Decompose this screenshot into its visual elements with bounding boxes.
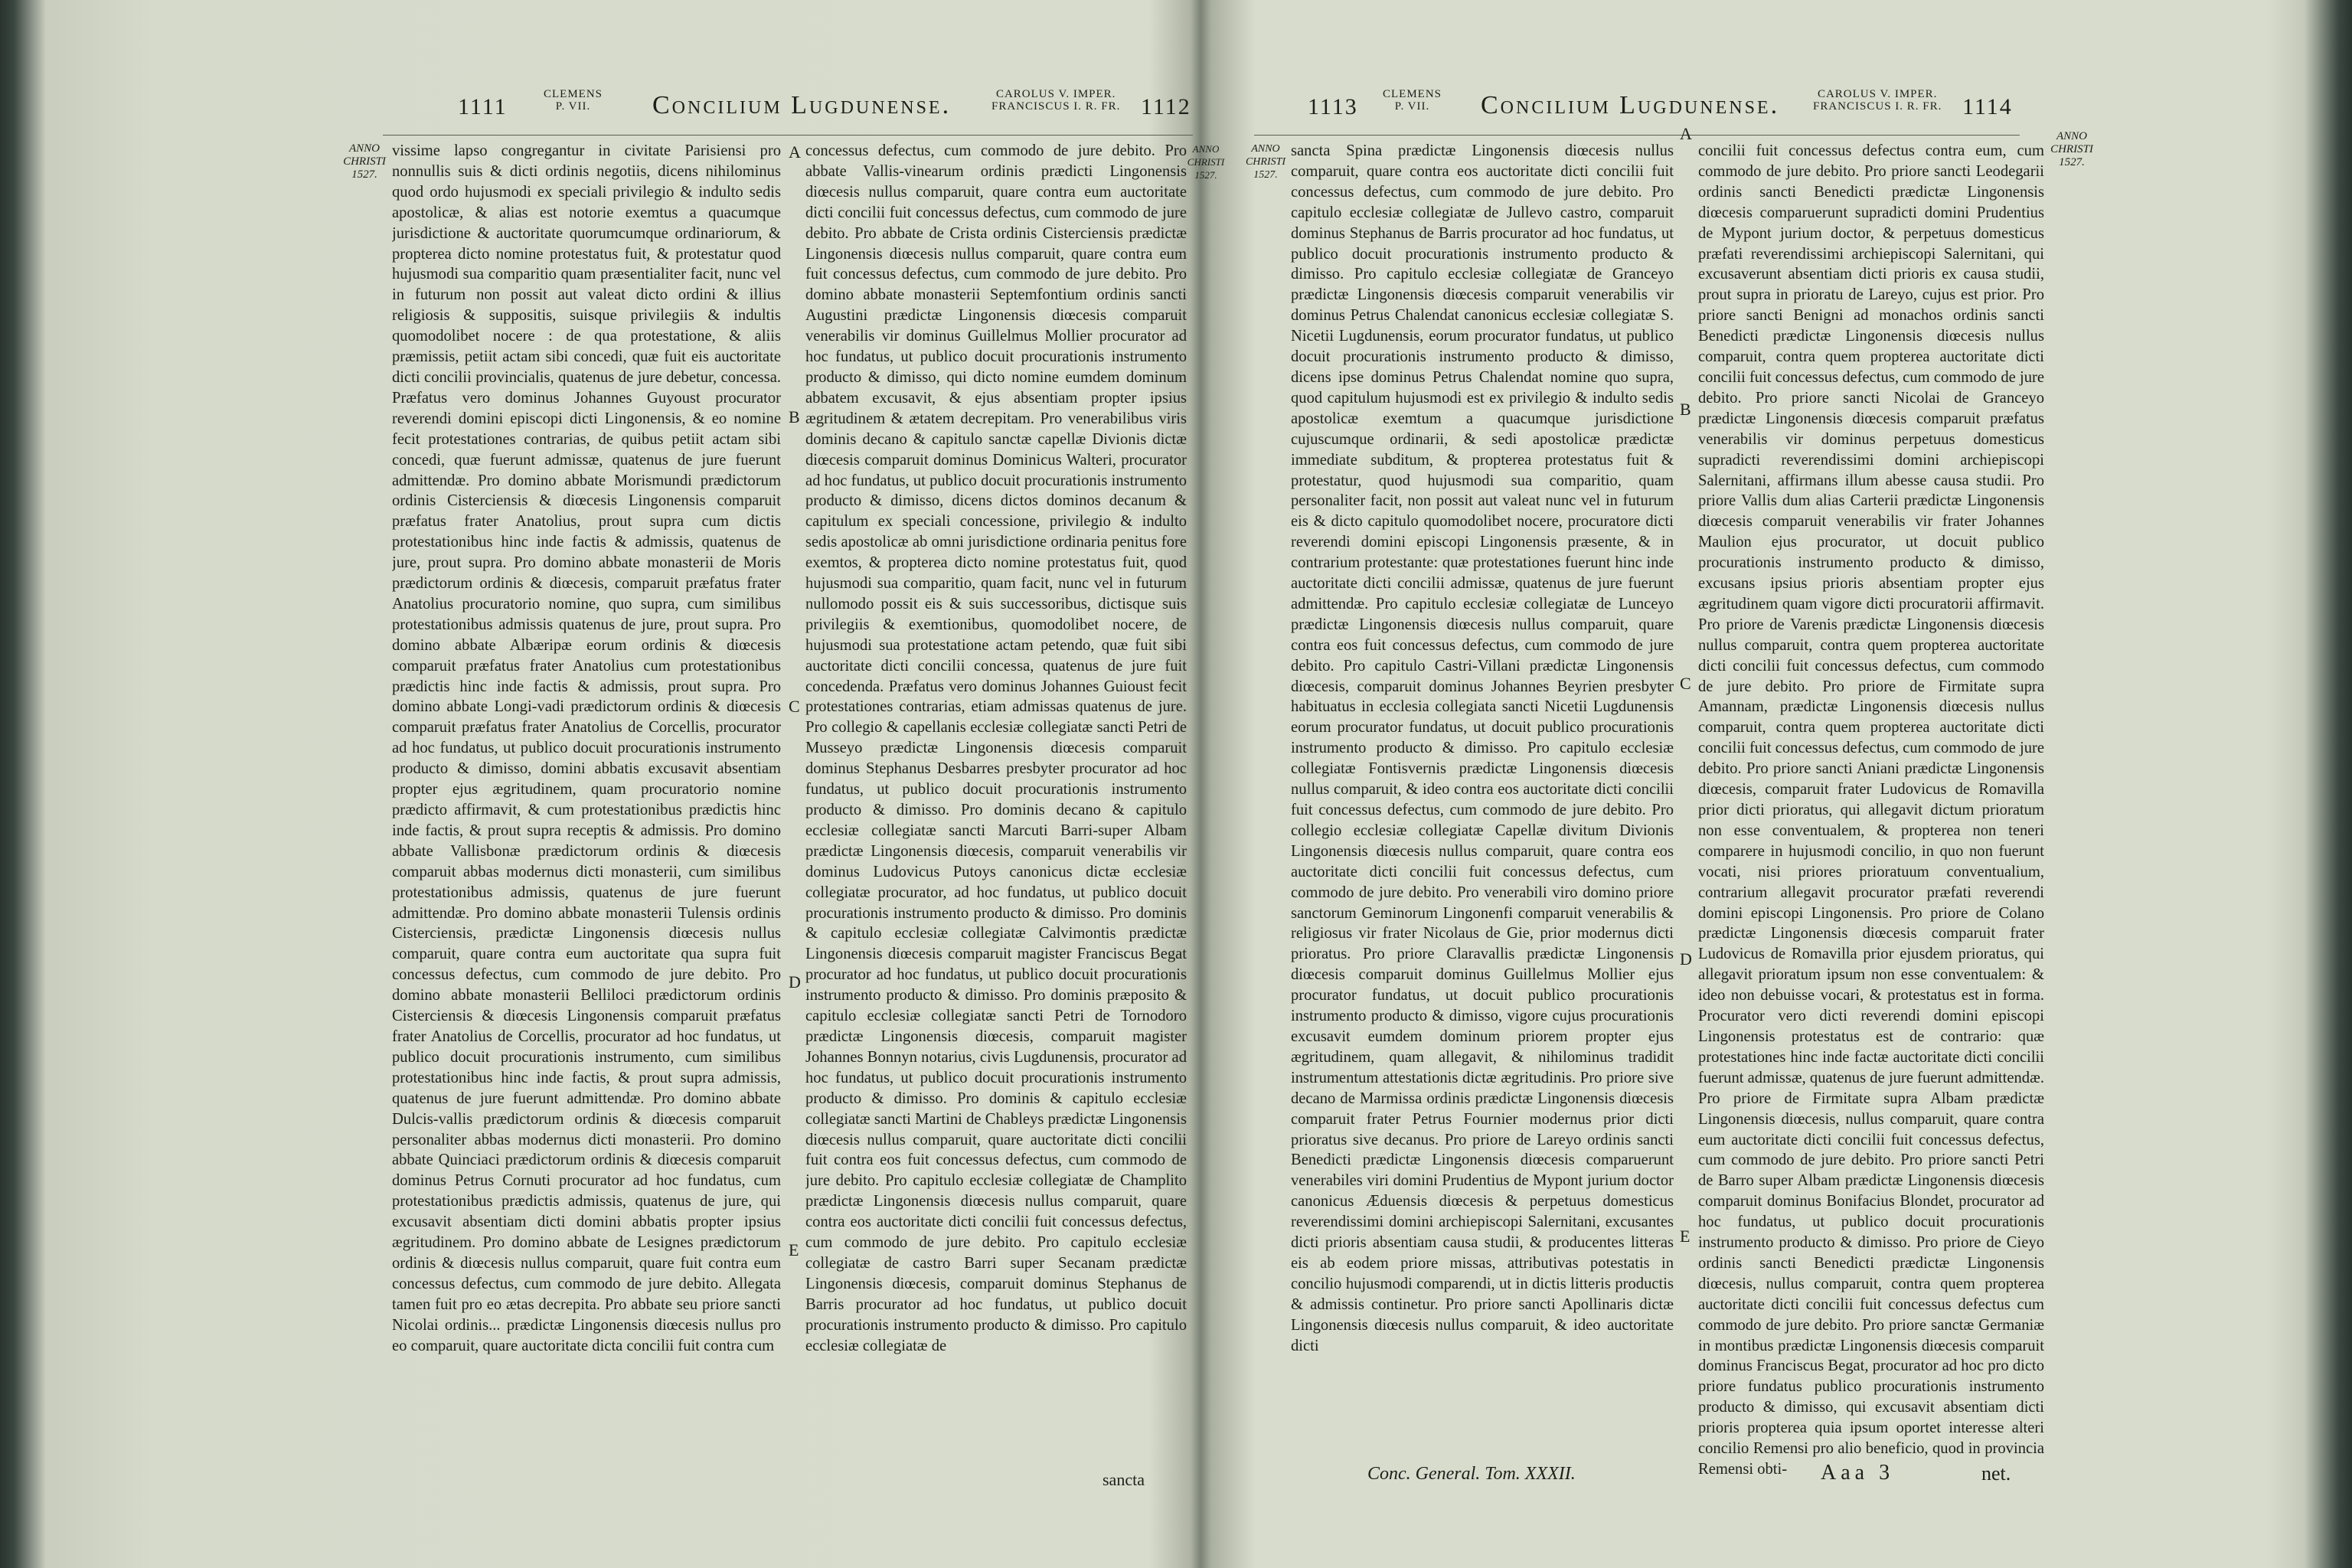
right-column-2 [1698, 141, 2044, 1488]
left-column-1-text: vissime lapso congregantur in civitate Parisiensi pro nonnullis suis & dicti ordinis negotiis, dicens nihilominus quod ordo hujusmodi ex speciali privilegio & indulto sedis apostolicæ, & alias est notorie exemtus a quacumque jurisdictione & auctoritate quorumcumque ordinariorum, & propterea dicto nomine protestatus fuit, & protestatur quod hujusmodi sua comparitio quam præsentialiter facit, nunc vel in futurum non possit aut valeat dicto ordini & illius religiosis & suppositis, suisque privilegiis & indultis quomodolibet nocere : de qua protestatione, & aliis præmissis, petiit actam sibi concedi, quæ fuit eis auctoritate dicti concilii provincialis, quatenus de jure debetur, concessa. Præfatus vero dominus Johannes Guyoust procurator reverendi domini episcopi dicti Lingonensis, & eo nomine fecit protestationes contrarias, de quibus petiit actam sibi concedi, quæ fuerunt admissæ, quatenus de jure fuerunt admittendæ. Pro domino abbate Morismundi prædictorum ordinis Cisterciensis & diœcesis Lingonensis comparuit præfatus frater Anatolius, prout supra cum dictis protestationibus hinc inde factis & admissis, quatenus de jure, prout supra. Pro domino abbate monasterii de Moris prædictorum ordinis & diœcesis, comparuit præfatus frater Anatolius procuratorio nomine, quo supra, cum similibus protestationibus admissis quatenus de jure, prout supra. Pro domino abbate Albæripæ eorum ordinis & diœcesis comparuit præfatus frater Anatolius cum protestationibus prædictis hinc inde factis & admissis, prout supra. Pro domino abbate Longi-vadi prædictorum ordinis & diœcesis comparuit præfatus frater Anatolius de Corcellis, procurator ad hoc fundatus, ut publico docuit procurationis instrumento producto & dimisso, domini abbatis excusavit absentiam propter ejus ægritudinem, quam procuratorio nomine prædicto affirmavit, & cum protestationibus prædictis hinc inde factis, & prout supra receptis & admissis. Pro domino abbate Vallisbonæ prædictorum ordinis & diœcesis comparuit abbas modernus dicti monasterii, cum similibus protestationibus admissis, quatenus de jure fuerunt admittendæ. Pro domino abbate monasterii Tulensis ordinis Cisterciensis, prædictæ Lingonensis diœcesis nullus comparuit, quare contra eum auctoritate qua supra fuit concessus defectus, cum commodo de jure debito. Pro domino abbate monasterii Belliloci prædictorum ordinis Cisterciensis & diœcesis Lingonensis comparuit præfatus frater Anatolius de Corcellis, procurator ad hoc fundatus, ut publico docuit procurationis instrumento, cum similibus protestationibus hinc inde factis, & prout supra admissis, quatenus de jure fuerunt admittendæ. Pro domino abbate Dulcis-vallis prædictorum ordinis & diœcesis comparuit personaliter abbas modernus dicti monasterii. Pro domino abbate Quinciaci prædictorum ordinis & diœcesis comparuit dominus Petrus Cornuti procurator ad hoc fundatus, cum protestationibus prædictis admissis, quatenus de jure, qui excusavit absentiam dicti domini abbatis propter ipsius ægritudinem. Pro domino abbate de Lesignes prædictorum ordinis & diœcesis nullus comparuit, quare fuit contra eum concessus defectus, cum commodo de jure debito. Allegata tamen fuit pro eo ætas decrepita. Pro abbate seu priore sancti Nicolai ordinis... prædictæ Lingonensis diœcesis nullus pro eo comparuit, quare auctoritate dicta concilii fuit contra cum [392, 142, 781, 1354]
left-caption-pope: CLEMENS P. VII. [544, 88, 603, 113]
left-column-2-text: concessus defectus, cum commodo de jure debito. Pro abbate Vallis-vinearum ordinis prædicti Lingonensis diœcesis nullus comparuit, quare contra eum auctoritate dicti concilii fuit concessus defectus, cum commodo de jure debito. Pro abbate de Crista ordinis Cisterciensis prædictæ Lingonensis diœcesis nullus comparuit, quare contra eum fuit concessus defectus, cum commodo de jure debito. Pro domino abbate monasterii Septemfontium ordinis sancti Augustini prædictæ Lingonensis diœcesis comparuit venerabilis vir dominus Guillelmus Mollier procurator ad hoc fundatus, ut publico docuit procurationis instrumento producto & dimisso, qui dicto nomine eumdem dominum abbatem excusavit, & ejus absentiam propter ipsius ægritudinem & ætatem decrepitam. Pro venerabilibus viris dominis decano & capitulo sanctæ capellæ Divionis dictæ diœcesis comparuit dominus Dominicus Walteri, procurator ad hoc fundatus, ut publico docuit procurationis instrumento producto & dimisso, dicens dictos dominos decanum & capitulum ex speciali concessione, privilegio & indulto sedis apostolicæ ab omni jurisdictione ordinaria penitus fore exemtos, & propterea dicto nomine protestatus fuit, quod hujusmodi sua comparitio, quam facit, nunc vel in futurum nullomodo possit eis & suis successoribus, dictisque suis privilegiis & exemtionibus, quomodolibet nocere, de hujusmodi sua protestatione actam petendo, quæ fuit sibi auctoritate dicti concilii concessa, quatenus de jure fuit concedenda. Præfatus vero dominus Johannes Guioust fecit protestationes contrarias, etiam admissas quatenus de jure. Pro collegio & capellanis ecclesiæ collegiatæ sancti Petri de Musseyo prædictæ Lingonensis diœcesis comparuit dominus Stephanus Desbarres presbyter procurator ad hoc fundatus, ut publico docuit procurationis instrumento producto & dimisso. Pro dominis decano & capitulo ecclesiæ collegiatæ sancti Marcuti Barri-super Albam prædictæ Lingonensis diœcesis, comparuit venerabilis vir dominus Ludovicus Putoys canonicus dictæ ecclesiæ collegiatæ procurator, ad hoc fundatus, ut publico docuit procurationis instrumento producto & dimisso. Pro dominis & capitulo ecclesiæ collegiatæ Calvimontis prædictæ Lingonensis diœcesis comparuit magister Franciscus Begat procurator ad hoc fundatus, ut publico docuit procurationis instrumento producto & dimisso. Pro dominis præposito & capitulo ecclesiæ collegiatæ sancti Petri de Tornodoro prædictæ Lingonensis diœcesis, comparuit magister Johannes Bonnyn notarius, civis Lugdunensis, procurator ad hoc fundatus, ut publico docuit procurationis instrumento producto & dimisso. Pro dominis & capitulo ecclesiæ collegiatæ sancti Martini de Chableys prædictæ Lingonensis diœcesis nullus comparuit, quare auctoritate dicti concilii fuit contra eos fuit concessus defectus, cum commodo de jure debito. Pro capitulo ecclesiæ collegiatæ de Champlito prædictæ Lingonensis diœcesis nullus comparuit, quare contra eos auctoritate dicti concilii fuit concessus defectus, cum commodo de jure debito. Pro capitulo ecclesiæ collegiatæ de castro Barri super Secanam prædictæ Lingonensis diœcesis, comparuit dominus Stephanus de Barris procurator ad hoc fundatus, ut publico docuit procurationis instrumento producto & dimisso. Pro capitulo ecclesiæ collegiatæ de [805, 142, 1187, 1354]
right-marker-e: E [1680, 1227, 1690, 1246]
left-marker-a: A [789, 142, 801, 162]
right-marker-b: B [1680, 400, 1691, 419]
right-caption-pope: CLEMENS P. VII. [1383, 88, 1442, 113]
left-running-head [0, 88, 1194, 134]
right-marker-c: C [1680, 674, 1691, 693]
left-page-number-right: 1112 [1141, 94, 1191, 119]
right-margin-note-outer: ANNO CHRISTI 1527. [2050, 130, 2093, 168]
left-page-number: 1111 [458, 94, 508, 119]
left-column-2 [805, 141, 1187, 1488]
left-column-1 [392, 141, 781, 1488]
right-caption-emperor: CAROLUS V. IMPER. FRANCISCUS I. R. FR. [1813, 88, 1942, 113]
left-marker-c: C [789, 697, 800, 716]
left-caption-emperor: CAROLUS V. IMPER. FRANCISCUS I. R. FR. [991, 88, 1121, 113]
left-margin-note-outer: ANNO CHRISTI 1527. [343, 142, 386, 181]
right-signature-mark: Aaa 3 [1821, 1461, 1895, 1485]
right-marker-d: D [1680, 949, 1692, 969]
right-column-1 [1291, 141, 1674, 1488]
right-page [1216, 0, 2352, 1568]
right-column-2-text: concilii fuit concessus defectus contra eum, cum commodo de jure debito. Pro priore sancti Leodegarii ordinis sancti Benedicti prædictæ Lingonensis diœcesis comparuerunt supradicti domini Prudentius de Mypont jurium doctor, & perpetuus domesticus præfati reverendissimi archiepiscopi Salernitani, qui excusaverunt absentiam dicti prioris ex causa studii, prout supra in prioratu de Lareyo, cujus est prior. Pro priore sancti Benigni ad monachos ordinis sancti Benedicti prædictæ Lingonensis diœcesis nullus comparuit, contra quem propterea auctoritate dicti concilii fuit concessus defectus, cum commodo de jure debito. Pro priore sancti Nicolai de Granceyo prædictæ Lingonensis diœcesis comparuit præfatus venerabilis vir dominus perpetuus domesticus supradicti reverendissimi domini archiepiscopi Salernitani, affirmans illum abesse causa studii. Pro priore Vallis dum alias Carterii prædictæ Lingonensis diœcesis comparuit venerabilis vir frater Johannes Maulion ejus procurator, ut docuit publico procurationis instrumento producto & dimisso, excusans ipsius prioris absentiam propter ejus ægritudinem quam vigore dicti procuratorii affirmavit. Pro priore de Varenis prædictæ Lingonensis diœcesis nullus comparuit, contra quem propterea auctoritate dicti concilii fuit concessus defectus, cum commodo de jure debito. Pro priore de Firmitate supra Amannam, prædictæ Lingonensis diœcesis nullus comparuit, contra quem propterea auctoritate dicti concilii fuit concessus defectus, cum commodo de jure debito. Pro priore sancti Aniani prædictæ Lingonensis diœcesis, comparuit frater Ludovicus de Romavilla prior dicti prioratus, qui allegavit dictum prioratum non esse conventualem, & propterea non teneri comparere in hujusmodi concilio, in quo non fuerunt vocati, nisi priores prioratuum conventualium, contrarium allegavit procurator præfati reverendi domini episcopi Lingonensis. Pro priore de Colano prædictæ Lingonensis diœcesis comparuit frater Ludovicus de Romavilla prior ejusdem prioratus, qui allegavit prioratum ipsum non esse conventualem: & ideo non debuisse vocari, & protestatus est in forma. Procurator vero dicti reverendi domini episcopi Lingonensis protestatus est de contrario: quæ protestationes hinc inde factæ auctoritate dicti concilii fuerunt admissæ, quatenus de jure fuerunt admittendæ. Pro priore de Firmitate supra Albam prædictæ Lingonensis diœcesis, nullus comparuit, quare contra eum auctoritate dicti concilii fuit concessus defectus, cum commodo de jure debito. Pro priore sancti Petri de Barro super Albam prædictæ Lingonensis diœcesis comparuit dominus Bonifacius Blondet, procurator ad hoc fundatus, ut publico docuit procurationis instrumento producto & dimisso. Pro priore de Cieyo ordinis sancti Benedicti prædictæ Lingonensis diœcesis, nullus comparuit, contra quem propterea auctoritate dicti concilii fuit concessus defectus cum commodo de jure debito. Pro priore sanctæ Germaniæ in montibus prædictæ Lingonensis diœcesis comparuit dominus Franciscus Begat, procurator ad hoc pro dicto priore fundatus publico procurationis instrumento producto & dimisso, qui excusavit absentiam dicti prioris propterea quia ipsum oportet interesse alteri concilio Remensi pro alio beneficio, quod in provincia Remensi obti- [1698, 142, 2044, 1478]
right-footer-title: Conc. General. Tom. XXXII. [1367, 1464, 1576, 1484]
right-margin-note-inner: ANNO CHRISTI 1527. [1245, 143, 1286, 181]
left-catchword: sancta [1102, 1470, 1145, 1489]
right-running-head [1216, 88, 2352, 134]
left-marker-e: E [789, 1240, 799, 1259]
left-marker-d: D [789, 972, 801, 991]
right-page-number-right: 1114 [1962, 94, 2013, 119]
right-catchword: net. [1981, 1462, 2011, 1485]
left-page-title: Concilium Lugdunense. [652, 91, 952, 119]
right-column-1-text: sancta Spina prædictæ Lingonensis diœcesis nullus comparuit, quare contra eos auctoritate dicti concilii fuit concessus defectus, cum commodo de jure debito. Pro capitulo ecclesiæ collegiatæ de Jullevo castro, comparuit dominus Stephanus de Barris procurator ad hoc fundatus, ut publico docuit procurationis instrumento producto & dimisso. Pro capitulo ecclesiæ collegiatæ de Granceyo prædictæ Lingonensis diœcesis comparuit venerabilis vir dominus Petrus Chalendat canonicus ecclesiæ collegiatæ S. Nicetii Lugdunensis, eorum procurator fundatus, ut publico docuit procurationis instrumento producto & dimisso, dicens ipse dominus Petrus Chalendat nomine quo supra, quod capitulum hujusmodi est ex privilegio & indulto sedis apostolicæ exemtum a quacumque jurisdictione cujuscumque ordinarii, & sedi apostolicæ prædictæ immediate subditum, & propterea protestatus fuit & protestatur, quod hujusmodi sua comparitio, quam personaliter facit, non possit aut valeat nunc vel in futurum eis & dicto capitulo quomodolibet nocere, procuratore dicti reverendi domini episcopi Lingonensis præsente, & in contrarium protestante: quæ protestationes fuerunt hinc inde auctoritate dicti concilii admissæ, quatenus de jure fuerunt admittendæ. Pro capitulo ecclesiæ collegiatæ de Lunceyo prædictæ Lingonensis diœcesis nullus comparuit, quare contra eos fuit concessus defectus, cum commodo de jure debito. Pro capitulo Castri-Villani prædictæ Lingonensis diœcesis, comparuit dominus Johannes Beyrien presbyter habituatus in ecclesia collegiata sancti Nicetii Lugdunensis eorum procurator fundatus, ut docuit publico procurationis instrumento producto & dimisso. Pro capitulo ecclesiæ collegiatæ Fontisvernis prædictæ Lingonensis diœcesis nullus comparuit, & ideo contra eos auctoritate dicti concilii fuit concessus defectus, cum commodo de jure debito. Pro collegio ecclesiæ collegiatæ Capellæ divitum Divionis Lingonensis diœcesis nullus comparuit, quare contra eos auctoritate dicti concilii fuit concessus defectus, cum commodo de jure debito. Pro venerabili viro domino priore sanctorum Geminorum Lingonenfi comparuit venerabilis & religiosus vir frater Nicolaus de Gie, prior modernus dicti prioratus. Pro priore Claravallis prædictæ Lingonensis diœcesis comparuit dominus Guillelmus Mollier ejus procurator fundatus, ut docuit publico procurationis instrumento producto & dimisso, vigore cujus procurationis excusavit eumdem dominum priorem propter ejus ægritudinem, quam allegavit, & nihilominus tradidit instrumentum attestationis dictæ ægritudinis. Pro priore sive decano de Marmissa ordinis prædictæ Lingonensis diœcesis comparuit frater Petrus Fournier modernus prior dicti prioratus sive decanus. Pro priore de Lareyo ordinis sancti Benedicti prædictæ Lingonensis diœcesis comparuerunt venerabiles viri domini Prudentius de Mypont jurium doctor canonicus Æduensis diœcesis & perpetuus domesticus reverendissimi domini archiepiscopi Salernitani, excusantes dicti prioris absentiam causa studii, & producentes litteras eis ab eodem priore missas, attributivas potestatis in concilio hujusmodi comparendi, ut in dictis litteris productis & admissis continetur. Pro priore sancti Apollinaris dictæ Lingonensis diœcesis nullus comparuit, & ideo auctoritate dicti [1291, 142, 1674, 1354]
right-page-number: 1113 [1308, 94, 1358, 119]
left-marker-b: B [789, 407, 800, 426]
right-page-title: Concilium Lugdunense. [1481, 91, 1780, 119]
left-head-rule [383, 135, 1193, 136]
left-margin-note-inner: ANNO CHRISTI 1527. [1187, 143, 1225, 181]
right-head-rule [1254, 135, 2020, 136]
right-marker-a: A [1680, 124, 1692, 143]
